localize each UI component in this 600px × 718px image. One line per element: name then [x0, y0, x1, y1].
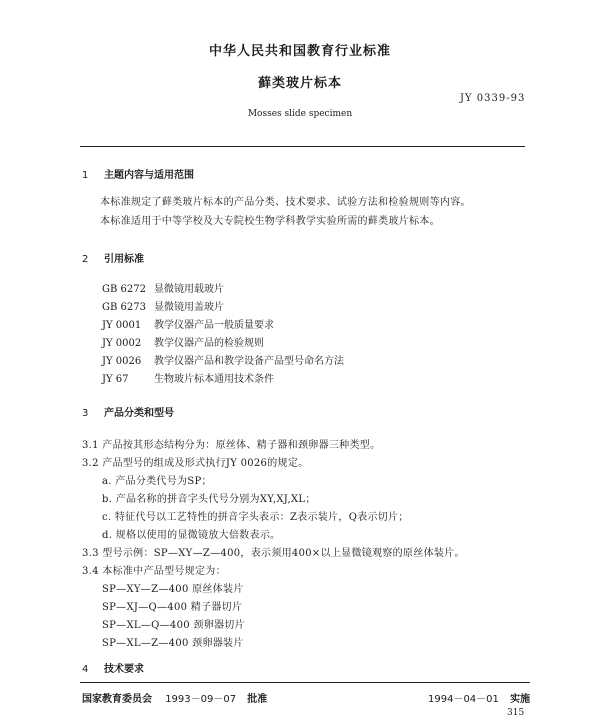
reference-title: 生物玻片标本通用技术条件	[154, 374, 274, 385]
english-title: Mosses slide specimen	[247, 109, 353, 119]
page-number: 315	[507, 708, 525, 718]
document-title: 藓类玻片标本	[257, 76, 342, 91]
issuing-organization: 国家教育委员会	[82, 694, 152, 705]
section-title: 技术要求	[104, 664, 144, 675]
reference-title: 教学仪器产品一般质量要求	[154, 320, 274, 331]
approval-label: 批准	[247, 694, 268, 705]
section-number: 2	[82, 254, 89, 265]
list-item: b. 产品名称的拼音字头代号分别为XY,XJ,XL；	[102, 494, 316, 505]
section-title: 主题内容与适用范围	[104, 170, 194, 181]
reference-code: GB 6272	[102, 284, 146, 295]
section-title: 产品分类和型号	[104, 408, 174, 419]
model-item: SP—XL—Q—400 颈卵器切片	[102, 620, 245, 631]
section-2-heading	[82, 250, 144, 265]
reference-item	[102, 370, 274, 385]
clause: 3.1 产品按其形态结构分为：原丝体、精子器和颈卵器三种类型。	[82, 440, 381, 451]
reference-item	[102, 352, 344, 367]
paragraph: 本标准适用于中等学校及大专院校生物学科教学实验所需的藓类玻片标本。	[100, 216, 440, 227]
reference-title: 显微镜用盖玻片	[154, 302, 224, 313]
section-number: 3	[82, 408, 89, 419]
section-title: 引用标准	[104, 254, 144, 265]
reference-title: 显微镜用载玻片	[154, 284, 224, 295]
list-item: a. 产品分类代号为SP；	[102, 476, 212, 487]
reference-item	[102, 334, 264, 349]
reference-item	[102, 280, 224, 295]
list-item: d. 规格以使用的显微镜放大倍数表示。	[102, 530, 281, 541]
model-item: SP—XJ—Q—400 精子器切片	[102, 602, 243, 613]
section-number: 1	[82, 170, 89, 181]
reference-code: GB 6273	[102, 302, 146, 313]
clause: 3.2 产品型号的组成及形式执行JY 0026的规定。	[82, 458, 309, 469]
section-1-heading	[82, 166, 194, 181]
section-number: 4	[82, 664, 89, 675]
standard-code: JY 0339-93	[460, 93, 526, 104]
footer-rule	[80, 682, 530, 683]
clause: 3.3 型号示例：SP—XY—Z—400，表示须用400×以上显微镜观察的原丝体装片。	[82, 548, 465, 559]
model-item: SP—XY—Z—400 原丝体装片	[102, 584, 244, 595]
implementation-line	[428, 690, 530, 705]
reference-title: 教学仪器产品和教学设备产品型号命名方法	[154, 356, 344, 367]
reference-item	[102, 298, 224, 313]
reference-code: JY 0001	[102, 320, 142, 331]
model-item: SP—XL—Z—400 颈卵器装片	[102, 638, 244, 649]
standard-header: 中华人民共和国教育行业标准	[208, 44, 391, 59]
reference-code: JY 0002	[102, 338, 142, 349]
list-item: c. 特征代号以工艺特性的拼音字头表示：Z表示装片，Q表示切片；	[102, 512, 409, 523]
reference-code: JY 0026	[102, 356, 142, 367]
section-3-heading	[82, 404, 174, 419]
reference-item	[102, 316, 274, 331]
reference-code: JY 67	[102, 374, 129, 385]
reference-title: 教学仪器产品的检验规则	[154, 338, 264, 349]
top-rule	[80, 146, 525, 147]
approval-date: 1993－09－07	[165, 694, 237, 705]
implementation-date: 1994－04－01	[428, 694, 499, 705]
clause: 3.4 本标准中产品型号规定为：	[82, 566, 226, 577]
paragraph: 本标准规定了藓类玻片标本的产品分类、技术要求、试验方法和检验规则等内容。	[100, 197, 471, 208]
implementation-label: 实施	[510, 694, 531, 705]
approval-line	[82, 690, 267, 705]
section-4-heading	[82, 660, 144, 675]
